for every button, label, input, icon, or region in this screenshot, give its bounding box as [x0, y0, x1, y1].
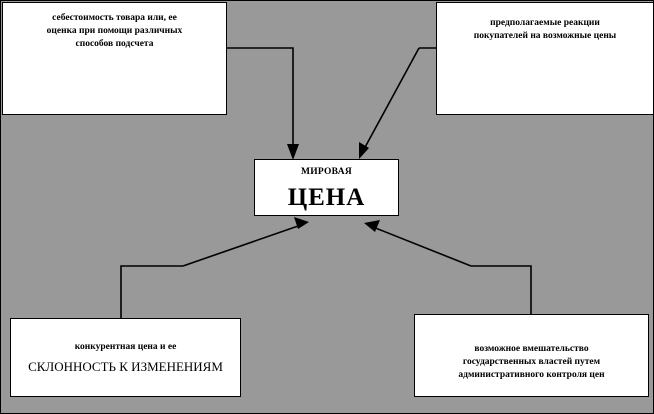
node-government-intervention-line-3: административного контроля цен [458, 369, 605, 380]
node-cost-estimation-line-1: себестоимость товара или, ее [52, 13, 177, 23]
node-buyer-reactions [436, 2, 654, 115]
node-government-intervention-line-2: государственных властей путем [462, 356, 601, 367]
node-competitor-price [10, 318, 241, 397]
node-government-intervention [414, 314, 649, 397]
node-cost-estimation-line-3: способов подсчета [75, 38, 154, 49]
node-cost-estimation-line-2: оценка при помощи различных [46, 25, 183, 36]
node-government-intervention-line-1: возможное вмешательство [474, 344, 589, 354]
node-competitor-price-line-2: СКЛОННОСТЬ К ИЗМЕНЕНИЯМ [28, 358, 223, 374]
node-cost-estimation [2, 2, 227, 115]
node-buyer-reactions-line-2: покупателей на возможные цены [473, 30, 617, 41]
node-buyer-reactions-line-1: предполагаемые реакции [490, 18, 600, 28]
node-competitor-price-line-1: конкурентная цена и ее [74, 342, 177, 352]
node-world-price [254, 159, 399, 216]
node-world-price-title: ЦЕНА [287, 183, 366, 211]
node-world-price-subtitle: МИРОВАЯ [300, 167, 353, 177]
